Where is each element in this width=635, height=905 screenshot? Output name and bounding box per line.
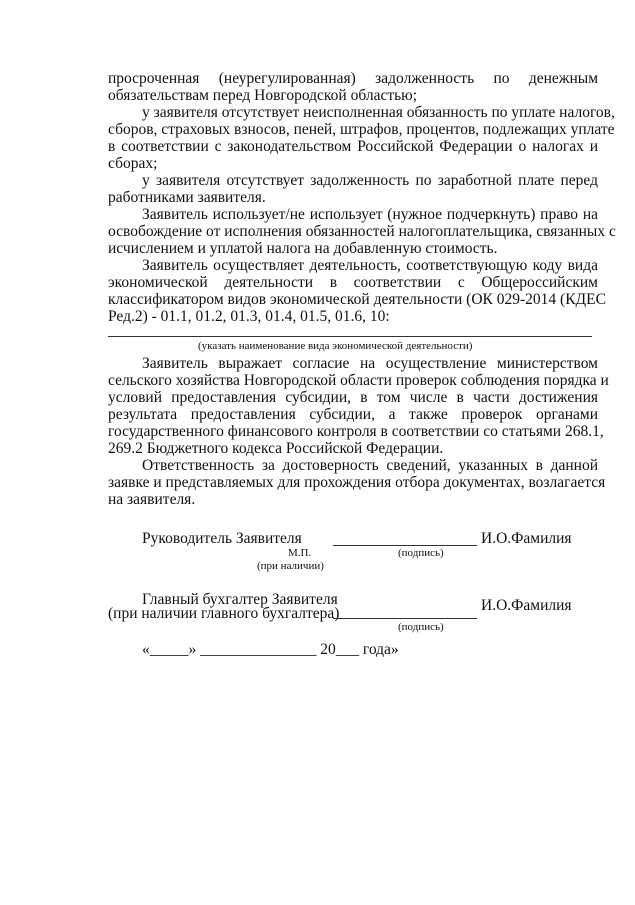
text-line: результата предоставления субсидии, а также проверок органами <box>108 406 598 423</box>
accountant-note: (при наличии главного бухгалтера) <box>108 605 340 622</box>
stamp-note: (при наличии) <box>257 560 324 572</box>
signature-caption: (подпись) <box>398 547 444 559</box>
text-line: на заявителя. <box>108 491 196 508</box>
text-line: сборах; <box>108 155 158 172</box>
text-line: Заявитель использует/не использует (нужное подчеркнуть) право на <box>142 206 598 223</box>
text-line: сельского хозяйства Новгородской области проверок соблюдения порядка и <box>108 372 609 389</box>
text-line: условий предоставления субсидии, в том числе в части достижения <box>108 389 598 406</box>
text-line: классификатором видов экономической деятельности (ОК 029-2014 (КДЕС <box>108 291 606 308</box>
activity-name-underline <box>108 336 592 337</box>
text-line: государственного финансового контроля в соответствии со статьями 268.1, <box>108 423 604 440</box>
text-line: просроченная (неурегулированная) задолженность по денежным <box>108 70 598 87</box>
text-line: экономической деятельности в соответствии с Общероссийским <box>108 274 598 291</box>
accountant-signature-caption: (подпись) <box>398 621 444 633</box>
accountant-label: Главный бухгалтер Заявителя <box>142 591 338 608</box>
text-line: в соответствии с законодательством Российской Федерации о налогах и <box>108 138 598 155</box>
head-label: Руководитель Заявителя <box>142 530 302 547</box>
text-line: Заявитель осуществляет деятельность, соответствующую коду вида <box>142 257 598 274</box>
text-line: Заявитель выражает согласие на осуществление министерством <box>142 355 598 372</box>
text-line: у заявителя отсутствует задолженность по заработной плате перед <box>142 172 598 189</box>
date-line: «_____» _______________ 20___ года» <box>142 641 399 658</box>
text-line: Ответственность за достоверность сведений, указанных в данной <box>142 457 598 474</box>
text-line: Ред.2) - 01.1, 01.2, 01.3, 01.4, 01.5, 01.6, 10: <box>108 308 390 325</box>
text-line: заявке и представляемых для прохождения отбора документах, возлагается <box>108 474 606 491</box>
text-line: исчислением и уплатой налога на добавленную стоимость. <box>108 240 498 257</box>
accountant-name: И.О.Фамилия <box>481 597 572 614</box>
text-line: обязательствам перед Новгородской областью; <box>108 87 418 104</box>
text-line: 269.2 Бюджетного кодекса Российской Федерации. <box>108 440 444 457</box>
head-signature-line[interactable] <box>333 545 477 546</box>
stamp-label: М.П. <box>288 547 312 559</box>
activity-name-caption: (указать наименование вида экономической деятельности) <box>198 340 473 352</box>
accountant-signature-line[interactable] <box>333 618 477 619</box>
text-line: освобождение от исполнения обязанностей налогоплательщика, связанных с <box>108 223 616 240</box>
head-name: И.О.Фамилия <box>481 530 572 547</box>
text-line: у заявителя отсутствует неисполненная обязанность по уплате налогов, <box>142 104 615 121</box>
text-line: работниками заявителя. <box>108 189 266 206</box>
text-line: сборов, страховых взносов, пеней, штрафов, процентов, подлежащих уплате <box>108 121 615 138</box>
